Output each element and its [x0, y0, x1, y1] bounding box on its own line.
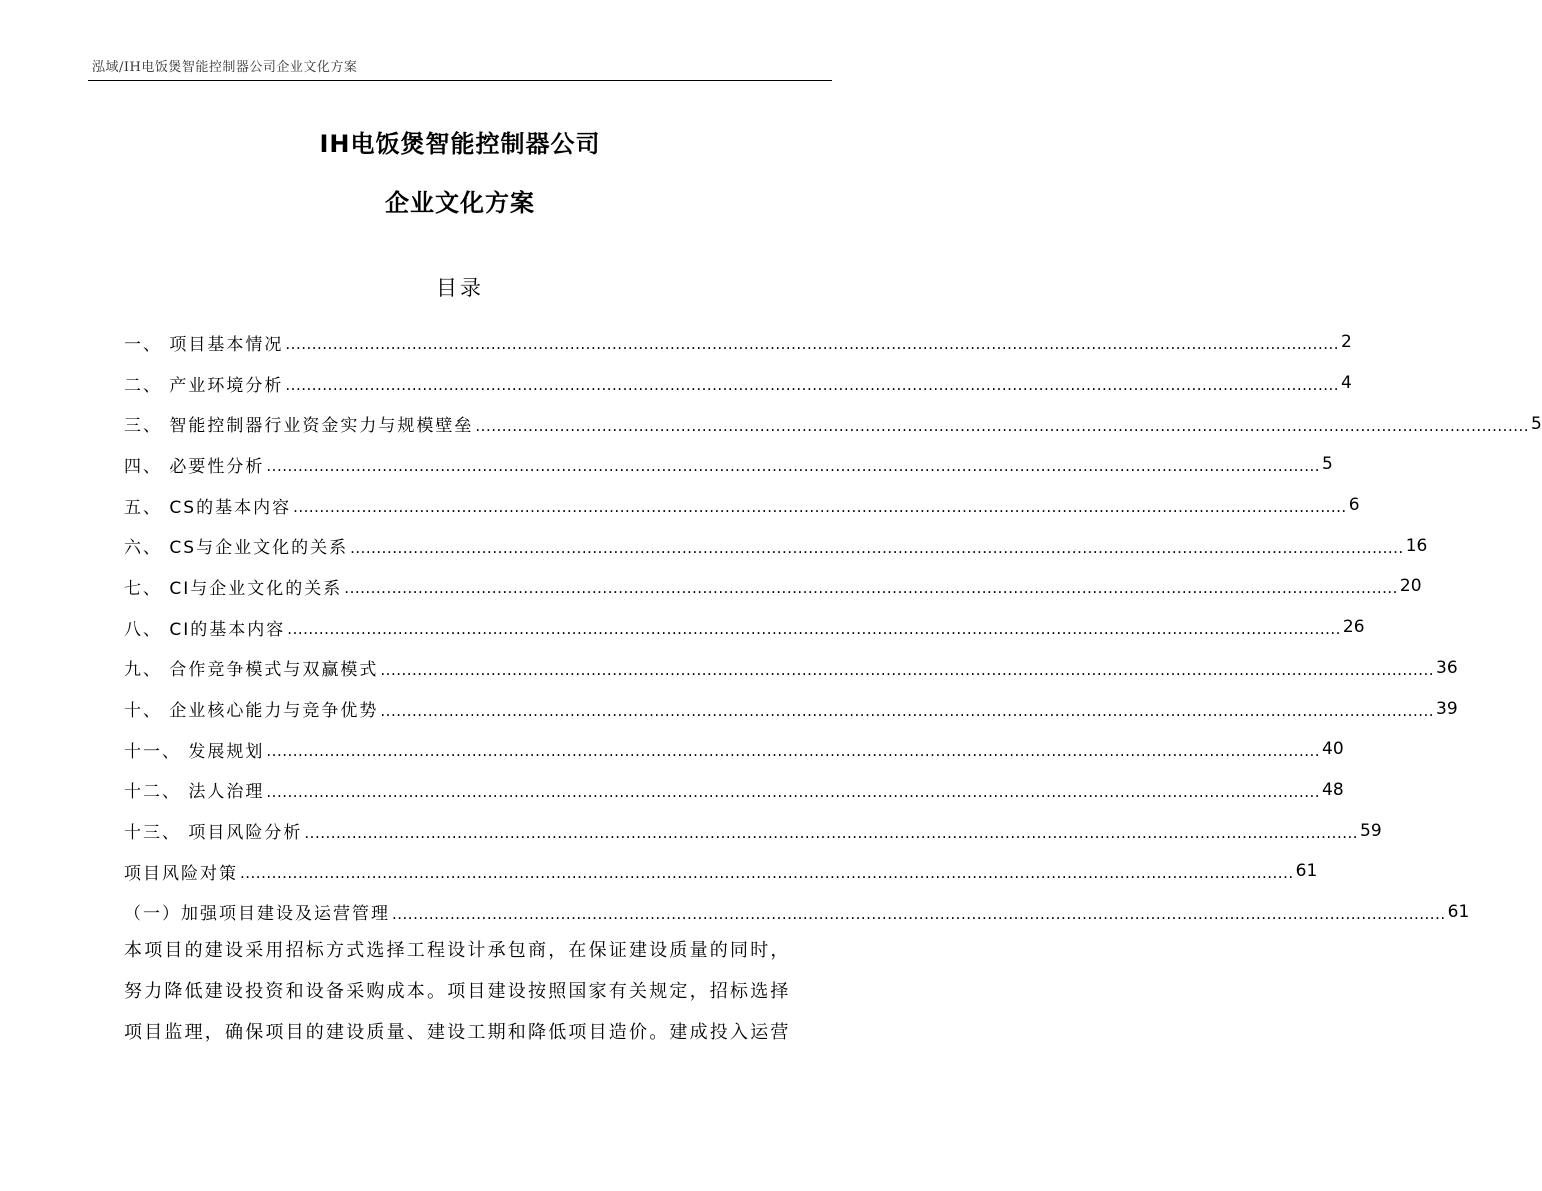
toc-entry-page: 5	[1322, 454, 1333, 475]
toc-entry-label: 法人治理	[188, 782, 265, 803]
toc-entry-page: 61	[1447, 901, 1470, 922]
toc-leader-dots: ........................................................................................................................................................................................................	[266, 742, 1321, 761]
toc-leader-dots: ........................................................................................................................................................................................................	[380, 701, 1435, 720]
toc-entry-label: 项目风险对策	[124, 863, 238, 884]
toc-entry-number: 十二、	[124, 782, 189, 803]
toc-entry-number: 二、	[124, 375, 170, 396]
toc-entry[interactable]	[124, 851, 1318, 892]
toc-entry-page: 26	[1342, 617, 1365, 638]
toc-entry-label: CI的基本内容	[169, 619, 286, 640]
toc-entry-page: 59	[1360, 820, 1382, 841]
toc-leader-dots: ........................................................................................................................................................................................................	[285, 376, 1340, 395]
toc-entry-page: 5	[1531, 413, 1542, 434]
toc-entry-page: 40	[1322, 739, 1344, 760]
toc-entry-page: 39	[1436, 698, 1458, 719]
toc-entry-label: 合作竞争模式与双赢模式	[169, 660, 379, 681]
toc-leader-dots: ........................................................................................................................................................................................................	[350, 538, 1404, 557]
toc-entry[interactable]	[124, 770, 1344, 811]
toc-entry-number: 十一、	[124, 741, 189, 762]
toc-entry-number: 五、	[124, 497, 170, 518]
toc-entry-number: 八、	[124, 619, 170, 640]
toc-entry[interactable]	[124, 363, 1352, 404]
header-divider	[88, 80, 832, 81]
toc-entry-page: 48	[1322, 779, 1344, 800]
document-subtitle: 企业文化方案	[385, 189, 535, 217]
document-title: IH电饭煲智能控制器公司	[319, 130, 601, 158]
toc-entry[interactable]	[124, 892, 1470, 933]
toc-entry-label: 必要性分析	[169, 456, 265, 477]
toc-entry-label: （一）加强项目建设及运营管理	[124, 904, 390, 925]
toc-entry-number: 十、	[124, 701, 170, 722]
toc-entry-label: CI与企业文化的关系	[169, 578, 343, 599]
toc-entry-label: 智能控制器行业资金实力与规模壁垒	[169, 416, 474, 437]
toc-entry-page: 16	[1405, 535, 1428, 556]
toc-entry-number: 四、	[124, 456, 170, 477]
toc-entry-label: 项目风险分析	[188, 823, 303, 844]
body-paragraph	[124, 930, 830, 1053]
toc-entry-number: 六、	[124, 538, 170, 559]
toc-entry[interactable]	[124, 688, 1458, 729]
toc-leader-dots: ........................................................................................................................................................................................................	[392, 904, 1446, 923]
toc-leader-dots: ........................................................................................................................................................................................................	[287, 620, 1341, 639]
toc-leader-dots: ........................................................................................................................................................................................................	[293, 498, 1347, 517]
toc-entry-page: 6	[1348, 495, 1360, 516]
toc-entry[interactable]	[124, 444, 1333, 485]
toc-entry-number: 七、	[124, 578, 170, 599]
toc-leader-dots: ........................................................................................................................................................................................................	[266, 782, 1321, 801]
toc-entry[interactable]	[124, 322, 1352, 363]
toc-entry[interactable]	[124, 648, 1458, 689]
toc-entry-page: 2	[1341, 332, 1352, 353]
toc-entry[interactable]	[124, 810, 1382, 851]
toc-entry-number: 三、	[124, 416, 170, 437]
toc-leader-dots: ........................................................................................................................................................................................................	[304, 823, 1359, 842]
running-header: 泓域/IH电饭煲智能控制器公司企业文化方案	[92, 60, 358, 75]
table-of-contents	[124, 322, 1542, 932]
toc-entry-label: CS与企业文化的关系	[169, 538, 349, 559]
body-line: 项目监理，确保项目的建设质量、建设工期和降低项目造价。建成投入运营	[124, 1022, 791, 1043]
toc-entry[interactable]	[124, 729, 1344, 770]
toc-entry-label: 企业核心能力与竞争优势	[169, 701, 379, 722]
toc-entry[interactable]	[124, 403, 1542, 444]
body-line: 努力降低建设投资和设备采购成本。项目建设按照国家有关规定，招标选择	[124, 981, 791, 1002]
toc-leader-dots: ........................................................................................................................................................................................................	[240, 864, 1294, 883]
toc-leader-dots: ........................................................................................................................................................................................................	[475, 416, 1530, 435]
toc-heading: 目录	[436, 276, 484, 300]
toc-leader-dots: ........................................................................................................................................................................................................	[344, 579, 1398, 598]
toc-entry[interactable]	[124, 607, 1365, 648]
toc-entry[interactable]	[124, 485, 1360, 526]
toc-entry[interactable]	[124, 525, 1428, 566]
toc-entry-label: 产业环境分析	[169, 375, 284, 396]
toc-leader-dots: ........................................................................................................................................................................................................	[380, 660, 1435, 679]
toc-leader-dots: ........................................................................................................................................................................................................	[285, 335, 1340, 354]
toc-entry-number: 一、	[124, 334, 170, 355]
toc-entry-page: 20	[1399, 576, 1422, 597]
body-line: 本项目的建设采用招标方式选择工程设计承包商，在保证建设质量的同时，	[124, 940, 791, 961]
toc-entry-label: 项目基本情况	[169, 334, 284, 355]
toc-entry-number: 十三、	[124, 823, 189, 844]
toc-entry-label: 发展规划	[188, 741, 265, 762]
toc-entry-label: CS的基本内容	[169, 497, 292, 518]
toc-entry[interactable]	[124, 566, 1422, 607]
toc-entry-page: 4	[1341, 373, 1352, 394]
toc-entry-page: 36	[1436, 657, 1458, 678]
toc-entry-page: 61	[1295, 861, 1318, 882]
toc-leader-dots: ........................................................................................................................................................................................................	[266, 457, 1321, 476]
toc-entry-number: 九、	[124, 660, 170, 681]
